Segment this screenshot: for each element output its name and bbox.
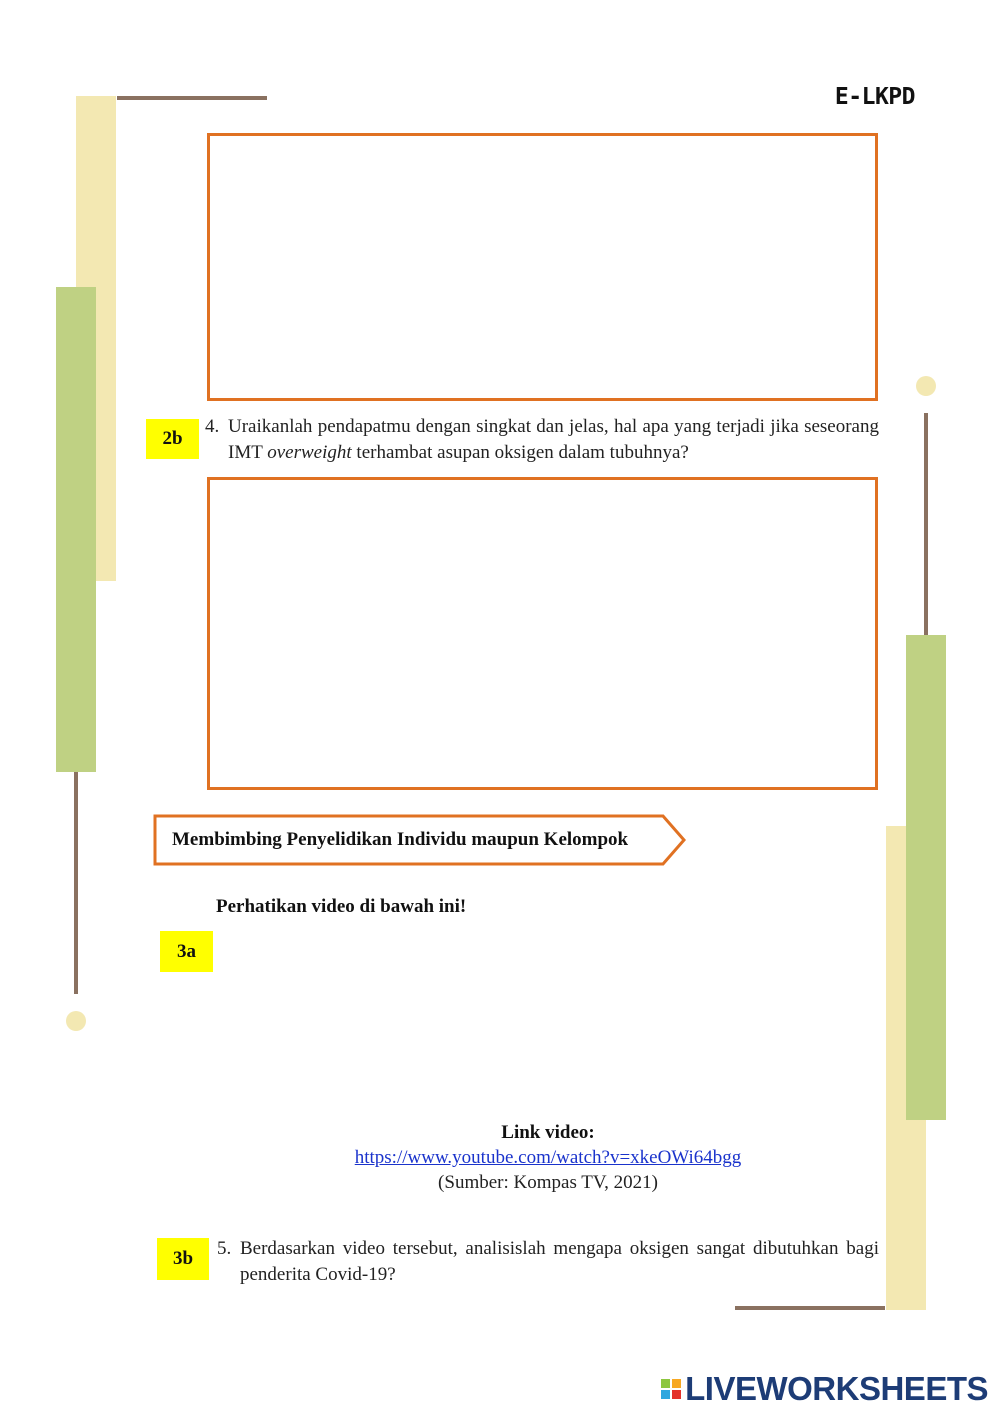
tag-2b: 2b <box>146 419 199 459</box>
decor-bottom-right-line <box>735 1306 885 1310</box>
decor-top-left-line <box>117 96 267 100</box>
tag-3b: 3b <box>157 1238 209 1280</box>
question-5 <box>217 1236 879 1288</box>
decor-right-dot <box>916 376 936 396</box>
liveworksheets-logo-icon <box>661 1379 681 1399</box>
answer-box-question-4[interactable] <box>207 477 878 790</box>
section-banner-text: Membimbing Penyelidikan Individu maupun Kelompok <box>172 829 629 850</box>
video-link-label: Link video: <box>501 1122 595 1143</box>
question-text: Berdasarkan video tersebut, analisislah mengapa oksigen sangat dibutuhkan bagi penderita Covid-19? <box>240 1238 879 1285</box>
video-link[interactable]: https://www.youtube.com/watch?v=xkeOWi64bgg <box>354 1147 742 1168</box>
liveworksheets-logo-text: LIVEWORKSHEETS <box>685 1370 988 1407</box>
question-italic-term: overweight <box>267 442 352 463</box>
decor-left-dot <box>66 1011 86 1031</box>
video-instruction: Perhatikan video di bawah ini! <box>216 896 467 917</box>
decor-left-vertical-line <box>74 772 78 994</box>
decor-right-vertical-line <box>924 413 928 635</box>
question-number: 4. <box>205 416 220 437</box>
tag-3a: 3a <box>160 931 213 972</box>
question-number: 5. <box>217 1238 232 1259</box>
video-source: (Sumber: Kompas TV, 2021) <box>438 1172 658 1193</box>
answer-box-previous[interactable] <box>207 133 878 401</box>
liveworksheets-logo <box>661 1370 988 1408</box>
decor-right-green-bar <box>906 635 946 1120</box>
question-text: Uraikanlah pendapatmu dengan singkat dan jelas, hal apa yang terjadi jika seseorang IMT overweight terhambat asupan oksigen dalam tubuhnya? <box>228 416 879 463</box>
decor-left-green-bar <box>56 287 96 772</box>
brand-title: E-LKPD <box>834 84 915 110</box>
question-4 <box>205 414 879 466</box>
